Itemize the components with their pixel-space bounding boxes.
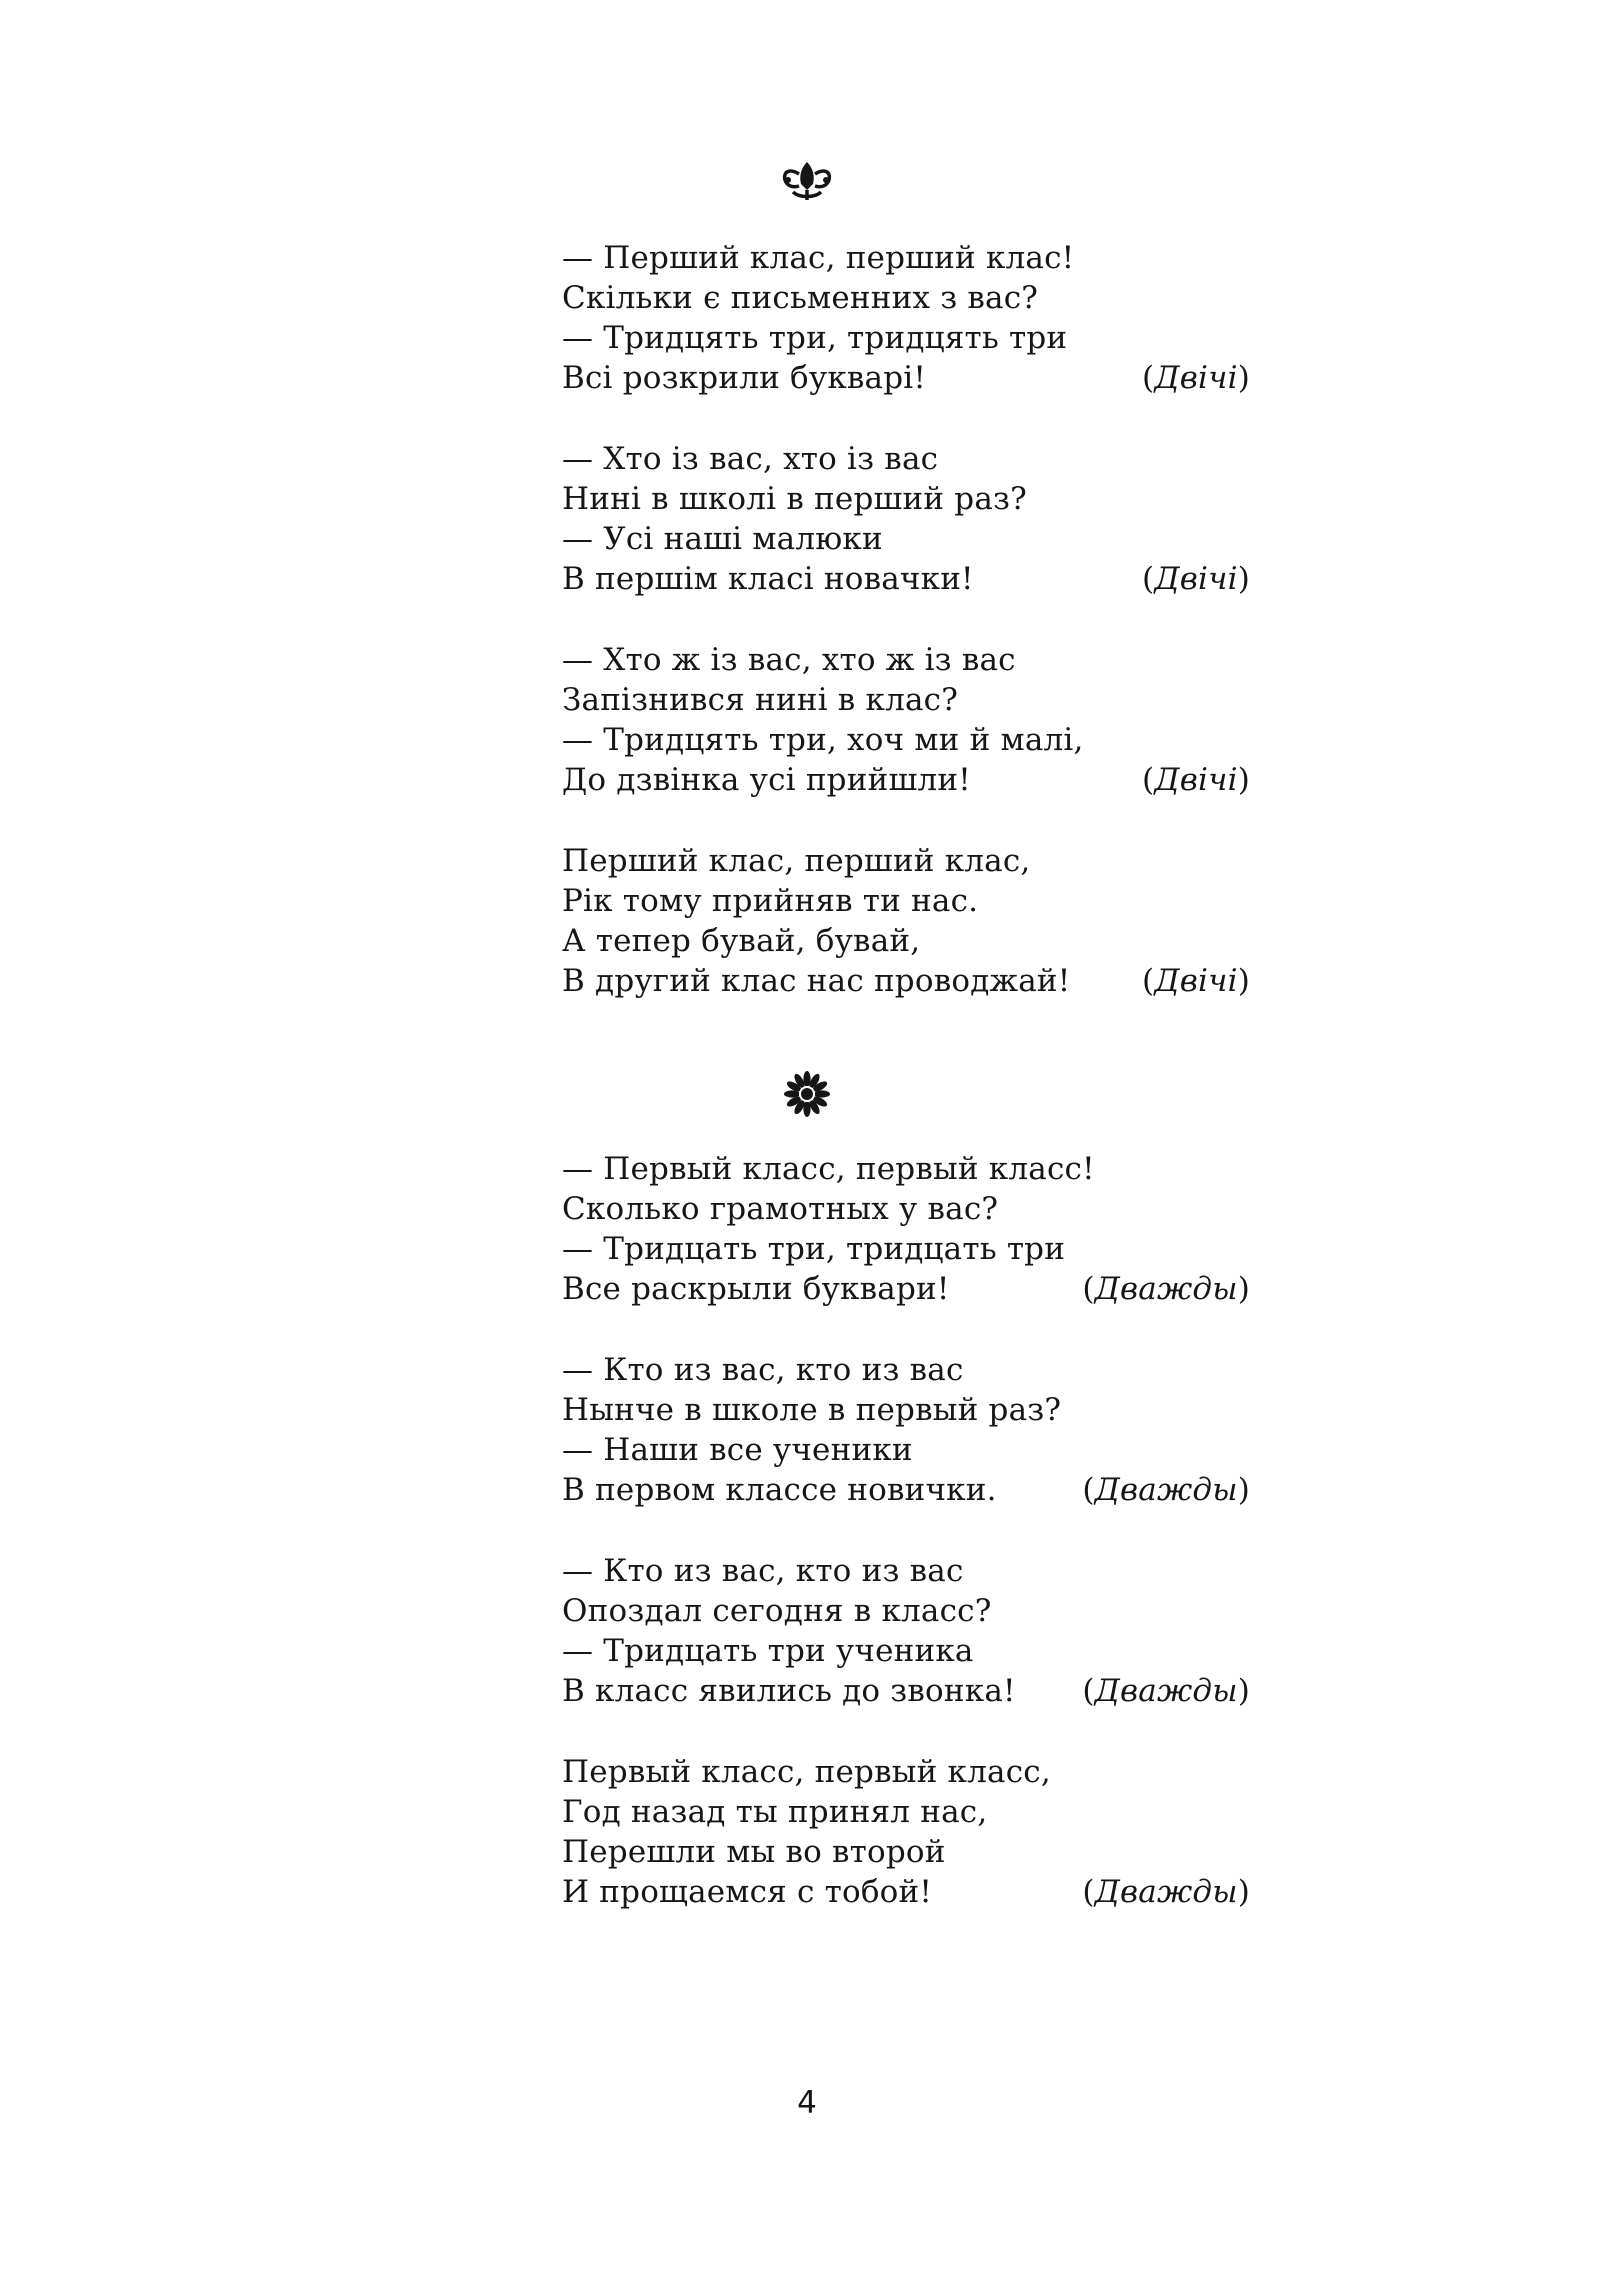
verse-line [562, 881, 1262, 921]
verse-line [562, 1551, 1262, 1591]
verse-line [562, 961, 1262, 1001]
repeat-note: (Дважды) [1082, 1271, 1250, 1307]
verse-line [562, 760, 1262, 800]
verse-text: — Хто із вас, хто із вас [562, 441, 939, 477]
ukrainian-poem [562, 238, 1262, 1042]
repeat-note: (Двічі) [1142, 963, 1250, 999]
repeat-word: Дважды [1094, 1874, 1238, 1910]
verse-text: Первый класс, первый класс, [562, 1754, 1051, 1790]
verse-line [562, 1189, 1262, 1229]
verse-line [562, 1149, 1262, 1189]
repeat-word: Двічі [1154, 561, 1238, 597]
verse-text: — Хто ж із вас, хто ж із вас [562, 642, 1016, 678]
stanza [562, 238, 1262, 398]
verse-line [562, 1390, 1262, 1430]
verse-text: В первом классе новички. [562, 1472, 997, 1508]
verse-line [562, 720, 1262, 760]
verse-text: В першім класі новачки! [562, 561, 974, 597]
verse-text: — Кто из вас, кто из вас [562, 1352, 964, 1388]
verse-text: Всі розкрили букварі! [562, 360, 927, 396]
repeat-word: Дважды [1094, 1271, 1238, 1307]
verse-text: — Тридцять три, хоч ми й малі, [562, 722, 1084, 758]
stanza [562, 1149, 1262, 1309]
repeat-note: (Двічі) [1142, 762, 1250, 798]
verse-text: — Усі наші малюки [562, 521, 883, 557]
verse-text: — Тридцать три, тридцать три [562, 1231, 1066, 1267]
verse-text: Все раскрыли буквари! [562, 1271, 950, 1307]
verse-text: — Перший клас, перший клас! [562, 240, 1075, 276]
verse-line [562, 1752, 1262, 1792]
page-number: 4 [797, 2085, 817, 2121]
verse-text: Нынче в школе в первый раз? [562, 1392, 1062, 1428]
flower-ornament-icon [780, 1070, 834, 1118]
repeat-word: Дважды [1094, 1472, 1238, 1508]
stanza [562, 439, 1262, 599]
verse-line [562, 1792, 1262, 1832]
verse-text: — Первый класс, первый класс! [562, 1151, 1095, 1187]
verse-line [562, 1269, 1262, 1309]
verse-line [562, 1591, 1262, 1631]
verse-line [562, 439, 1262, 479]
verse-line [562, 640, 1262, 680]
verse-text: До дзвінка усі прийшли! [562, 762, 971, 798]
repeat-note: (Дважды) [1082, 1472, 1250, 1508]
tulip-ornament-icon [779, 160, 835, 202]
verse-text: — Тридцать три ученика [562, 1633, 974, 1669]
verse-line [562, 278, 1262, 318]
verse-text: Рік тому прийняв ти нас. [562, 883, 979, 919]
verse-text: Опоздал сегодня в класс? [562, 1593, 992, 1629]
verse-text: Перший клас, перший клас, [562, 843, 1031, 879]
verse-text: Скільки є письменних з вас? [562, 280, 1039, 316]
verse-text: Запізнився нині в клас? [562, 682, 959, 718]
verse-line [562, 1631, 1262, 1671]
verse-text: Сколько грамотных у вас? [562, 1191, 999, 1227]
repeat-note: (Двічі) [1142, 561, 1250, 597]
repeat-word: Дважды [1094, 1673, 1238, 1709]
verse-text: В класс явились до звонка! [562, 1673, 1016, 1709]
verse-line [562, 358, 1262, 398]
verse-line [562, 519, 1262, 559]
stanza [562, 1551, 1262, 1711]
verse-line [562, 238, 1262, 278]
repeat-note: (Дважды) [1082, 1673, 1250, 1709]
verse-line [562, 559, 1262, 599]
verse-text: — Тридцять три, тридцять три [562, 320, 1068, 356]
repeat-note: (Двічі) [1142, 360, 1250, 396]
verse-line [562, 479, 1262, 519]
verse-line [562, 1470, 1262, 1510]
verse-text: — Кто из вас, кто из вас [562, 1553, 964, 1589]
russian-poem [562, 1149, 1262, 1953]
verse-line [562, 921, 1262, 961]
verse-text: Перешли мы во второй [562, 1834, 946, 1870]
verse-line [562, 318, 1262, 358]
verse-text: Год назад ты принял нас, [562, 1794, 988, 1830]
verse-text: В другий клас нас проводжай! [562, 963, 1071, 999]
verse-line [562, 1350, 1262, 1390]
repeat-word: Двічі [1154, 360, 1238, 396]
repeat-note: (Дважды) [1082, 1874, 1250, 1910]
verse-line [562, 1671, 1262, 1711]
stanza [562, 1350, 1262, 1510]
verse-line [562, 1832, 1262, 1872]
verse-line [562, 1430, 1262, 1470]
verse-line [562, 680, 1262, 720]
verse-line [562, 841, 1262, 881]
stanza [562, 841, 1262, 1001]
stanza [562, 640, 1262, 800]
verse-text: — Наши все ученики [562, 1432, 913, 1468]
verse-line [562, 1872, 1262, 1912]
repeat-word: Двічі [1154, 963, 1238, 999]
repeat-word: Двічі [1154, 762, 1238, 798]
verse-line [562, 1229, 1262, 1269]
verse-text: И прощаемся с тобой! [562, 1874, 933, 1910]
stanza [562, 1752, 1262, 1912]
verse-text: А тепер бувай, бувай, [562, 923, 921, 959]
verse-text: Нині в школі в перший раз? [562, 481, 1027, 517]
